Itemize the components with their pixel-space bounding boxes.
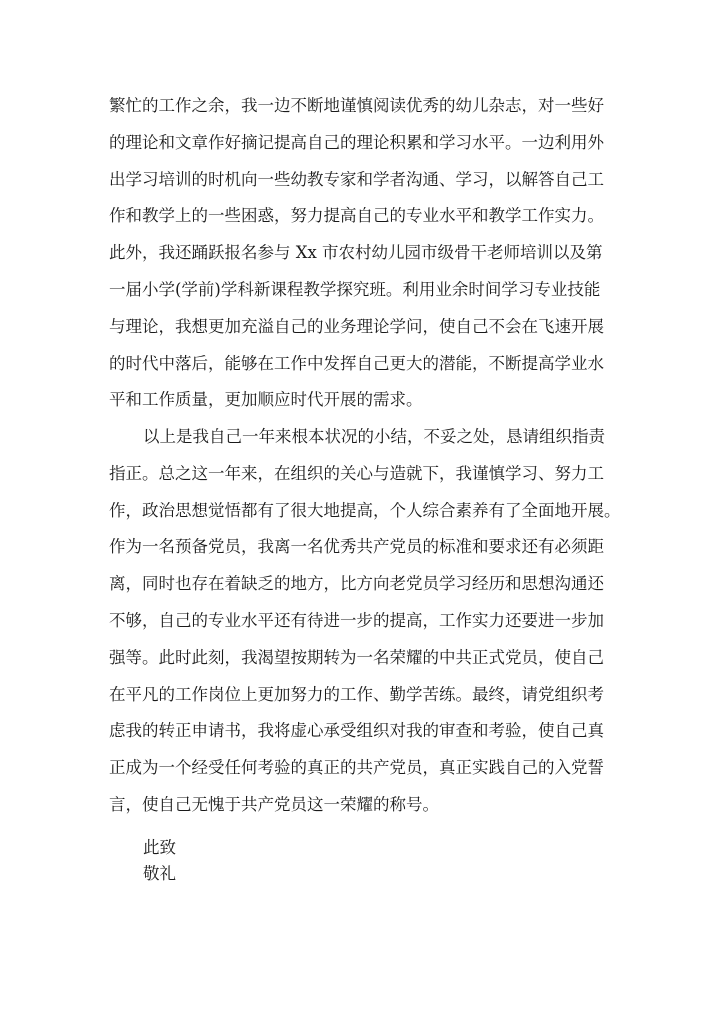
text-line: 离，同时也存在着缺乏的地方，比方向老党员学习经历和思想沟通还 (109, 574, 604, 594)
text-line-indented: 以上是我自己一年来根本状况的小结，不妥之处，恳请组织指责 (143, 427, 605, 446)
text-line: 言，使自己无愧于共产党员这一荣耀的称号。 (109, 794, 439, 814)
text-line: 出学习培训的时机向一些幼教专家和学者沟通、学习，以解答自己工 (109, 169, 604, 189)
text-line: 平和工作质量，更加顺应时代开展的需求。 (109, 390, 423, 410)
text-line: 一届小学(学前)学科新课程教学探究班。利用业余时间学习专业技能 (109, 279, 601, 299)
text-line: 此外，我还踊跃报名参与 Xx 市农村幼儿园市级骨干老师培训以及第 (109, 243, 603, 263)
text-line: 与理论，我想更加充溢自己的业务理论学问，使自己不会在飞速开展 (109, 316, 604, 336)
text-line: 不够，自己的专业水平还有待进一步的提高，工作实力还要进一步加 (109, 610, 604, 630)
closing-salutation: 此致 (143, 838, 176, 857)
text-line: 作和教学上的一些困惑，努力提高自己的专业水平和教学工作实力。 (109, 206, 604, 226)
text-line: 的时代中落后，能够在工作中发挥自己更大的潜能，不断提高学业水 (109, 353, 604, 373)
text-line: 正成为一个经受任何考验的真正的共产党员，真正实践自己的入党誓 (109, 758, 604, 778)
text-line: 虑我的转正申请书，我将虚心承受组织对我的审查和考验，使自己真 (109, 721, 604, 741)
closing-regards: 敬礼 (143, 864, 176, 883)
text-line: 的理论和文章作好摘记提高自己的理论积累和学习水平。一边利用外 (109, 132, 604, 152)
paragraph-summary (109, 419, 629, 824)
text-line: 强等。此时此刻，我渴望按期转为一名荣耀的中共正式党员，使自己 (109, 647, 604, 667)
paragraph-continuation (109, 88, 629, 419)
text-line: 作为一名预备党员，我离一名优秀共产党员的标准和要求还有必须距 (109, 537, 604, 557)
text-line: 作，政治思想觉悟都有了很大地提高，个人综合素养有了全面地开展。 (109, 500, 621, 520)
text-line: 指正。总之这一年来，在组织的关心与造就下，我谨慎学习、努力工 (109, 463, 604, 483)
text-line: 繁忙的工作之余，我一边不断地谨慎阅读优秀的幼儿杂志，对一些好 (109, 96, 604, 115)
text-line: 在平凡的工作岗位上更加努力的工作、勤学苦练。最终，请党组织考 (109, 684, 604, 704)
